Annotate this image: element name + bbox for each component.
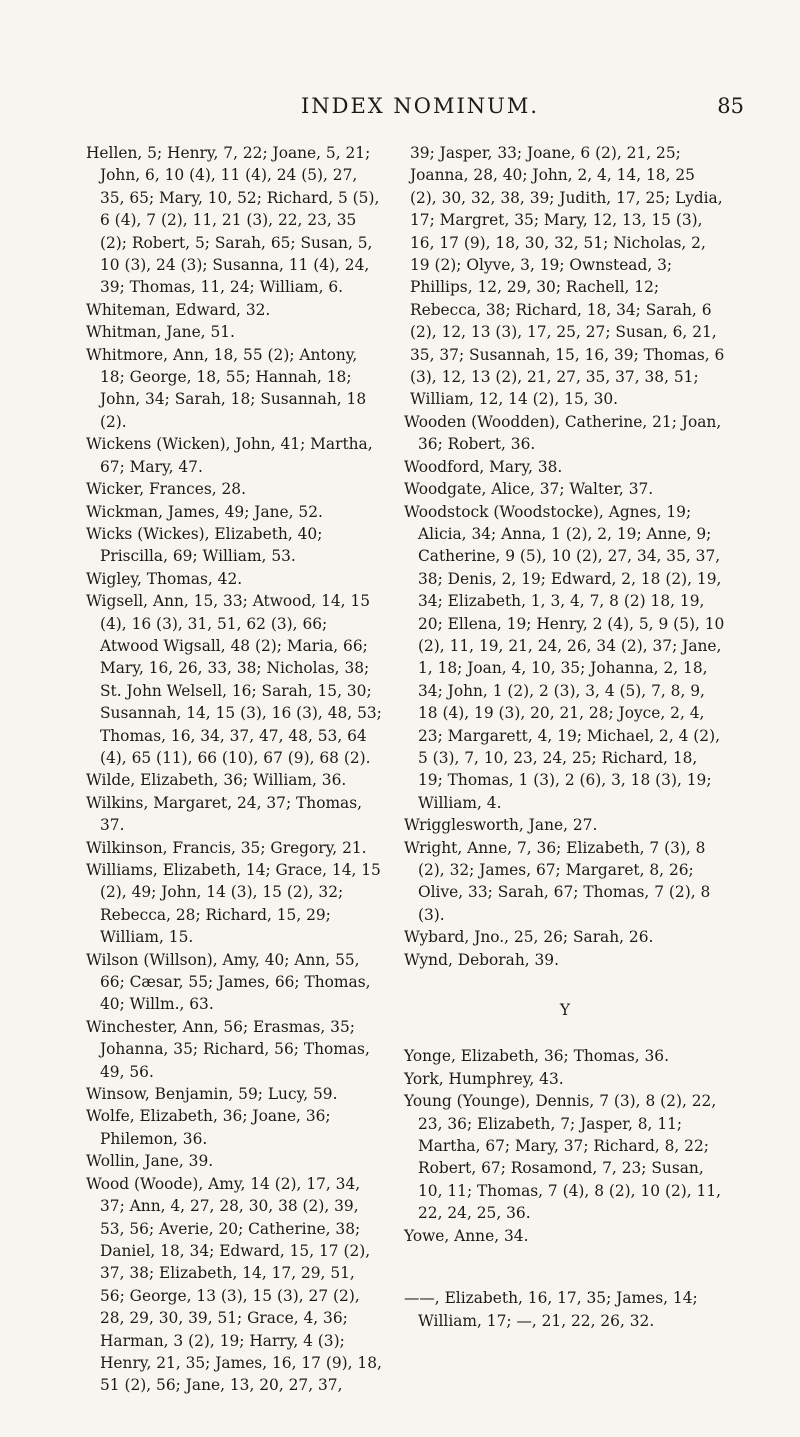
index-entry: Wickens (Wicken), John, 41; Martha, 67; Mary, 47. bbox=[86, 435, 373, 476]
index-entry: ——, Elizabeth, 16, 17, 35; James, 14; William, 17; —, 21, 22, 26, 32. bbox=[404, 1289, 698, 1330]
index-entry: Wickman, James, 49; Jane, 52. bbox=[86, 502, 323, 521]
index-entry: Young (Younge), Dennis, 7 (3), 8 (2), 22, 23, 36; Elizabeth, 7; Jasper, 8, 11; Martha, 67; Mary, 37; Richard, 8, 22; Robert, 67; Rosamond, 7, 23; Susan, 10, 11; Thomas, 7 (4), 8 (2), 10 (2), 11, 22, 24, 25, 36. bbox=[404, 1092, 722, 1223]
index-entry: Wrigglesworth, Jane, 27. bbox=[404, 816, 598, 835]
index-entry: Whitman, Jane, 51. bbox=[86, 323, 235, 342]
index-entry: Wicks (Wickes), Elizabeth, 40; Priscilla, 69; William, 53. bbox=[86, 524, 323, 566]
index-entry: Williams, Elizabeth, 14; Grace, 14, 15 (2), 49; John, 14 (3), 15 (2), 32; Rebecca, 28; Richard, 15, 29; William, 15. bbox=[86, 861, 381, 947]
index-entry: Hellen, 5; Henry, 7, 22; Joane, 5, 21; John, 6, 10 (4), 11 (4), 24 (5), 27, 35, 65; Mary, 10, 52; Richard, 5 (5), 6 (4), 7 (2), 11, 21 (3), 22, 23, 35 (2); Robert, 5; Sarah, 65; Susan, 5, 10 (3), 24 (3); Susanna, 11 (4), 24, 39; Thomas, 11, 24; William, 6. bbox=[86, 144, 380, 297]
index-entry: Winsow, Benjamin, 59; Lucy, 59. bbox=[86, 1085, 338, 1104]
index-entry: Wilde, Elizabeth, 36; William, 36. bbox=[86, 771, 347, 790]
index-entry: Yowe, Anne, 34. bbox=[404, 1226, 529, 1245]
index-entry: Whiteman, Edward, 32. bbox=[86, 300, 271, 319]
index-entry: Winchester, Ann, 56; Erasmas, 35; Johanna, 35; Richard, 56; Thomas, 49, 56. bbox=[86, 1017, 370, 1081]
index-entry: Wybard, Jno., 25, 26; Sarah, 26. bbox=[404, 928, 654, 947]
index-entry: Wooden (Woodden), Catherine, 21; Joan, 36; Robert, 36. bbox=[404, 412, 722, 454]
spacer bbox=[404, 1247, 726, 1287]
index-entry: Woodstock (Woodstocke), Agnes, 19; Alicia, 34; Anna, 1 (2), 2, 19; Anne, 9; Catherine, 9 (5), 10 (2), 27, 34, 35, 37, 38; Denis, 2, 19; Edward, 2, 18 (2), 19, 34; Elizabeth, 1, 3, 4, 7, 8 (2) 18, 19, 20; Ellena, 19; Henry, 2 (4), 5, 9 (5), 10 (2), 11, 19, 21, 24, 26, 34 (2), 37; Jane, 1, 18; Joan, 4, 10, 35; Johanna, 2, 18, 34; John, 1 (2), 2 (3), 3, 4 (5), 7, 8, 9, 18 (4), 19 (3), 20, 21, 28; Joyce, 2, 4, 23; Margarett, 4, 19; Michael, 2, 4 (2), 5 (3), 7, 10, 23, 24, 25; Richard, 18, 19; Thomas, 1 (3), 2 (6), 3, 18 (3), 19; William, 4. bbox=[404, 502, 725, 812]
page-header bbox=[96, 94, 744, 124]
index-entry: Wollin, Jane, 39. bbox=[86, 1152, 214, 1171]
index-entry-continued: 39; Jasper, 33; Joane, 6 (2), 21, 25; Joanna, 28, 40; John, 2, 4, 14, 18, 25 (2), 30, 32, 38, 39; Judith, 17, 25; Lydia, 17; Margret, 35; Mary, 12, 13, 15 (3), 16, 17 (9), 18, 30, 32, 51; Nicholas, 2, 19 (2); Olyve, 3, 19; Ownstead, 3; Phillips, 12, 29, 30; Rachell, 12; Rebecca, 38; Richard, 18, 34; Sarah, 6 (2), 12, 13 (3), 17, 25, 27; Susan, 6, 21, 35, 37; Susannah, 15, 16, 39; Thomas, 6 (3), 12, 13 (2), 21, 27, 35, 37, 38, 51; William, 12, 14 (2), 15, 30. bbox=[410, 144, 725, 409]
index-entry: Woodgate, Alice, 37; Walter, 37. bbox=[404, 480, 654, 499]
index-entry: Wigley, Thomas, 42. bbox=[86, 569, 243, 588]
index-entry: Wright, Anne, 7, 36; Elizabeth, 7 (3), 8 (2), 32; James, 67; Margaret, 8, 26; Olive, 33; Sarah, 67; Thomas, 7 (2), 8 (3). bbox=[404, 838, 711, 924]
index-entry: Wood (Woode), Amy, 14 (2), 17, 34, 37; Ann, 4, 27, 28, 30, 38 (2), 39, 53, 56; Averie, 20; Catherine, 38; Daniel, 18, 34; Edward, 15, 17 (2), 37, 38; Elizabeth, 14, 17, 29, 51, 56; George, 13 (3), 15 (3), 27 (2), 28, 29, 30, 39, 51; Grace, 4, 36; Harman, 3 (2), 19; Harry, 4 (3); Henry, 21, 35; James, 16, 17 (9), 18, 51 (2), 56; Jane, 13, 20, 27, 37, bbox=[86, 1174, 382, 1395]
index-entry: York, Humphrey, 43. bbox=[404, 1069, 564, 1088]
left-column bbox=[86, 142, 382, 1397]
section-letter: Y bbox=[559, 1001, 571, 1020]
index-entry: Yonge, Elizabeth, 36; Thomas, 36. bbox=[404, 1047, 669, 1066]
index-entry: Wigsell, Ann, 15, 33; Atwood, 14, 15 (4), 16 (3), 31, 51, 62 (3), 66; Atwood Wigsall, 48 (2); Maria, 66; Mary, 16, 26, 33, 38; Nicholas, 38; St. John Welsell, 16; Sarah, 15, 30; Susannah, 14, 15 (3), 16 (3), 48, 53; Thomas, 16, 34, 37, 47, 48, 53, 64 (4), 65 (11), 66 (10), 67 (9), 68 (2). bbox=[86, 592, 382, 767]
page-title: INDEX NOMINUM. bbox=[300, 94, 540, 118]
index-entry: Wicker, Frances, 28. bbox=[86, 480, 246, 499]
index-entry: Wilkinson, Francis, 35; Gregory, 21. bbox=[86, 838, 367, 857]
index-entry: Wolfe, Elizabeth, 36; Joane, 36; Philemon, 36. bbox=[86, 1107, 331, 1148]
index-entry: Wynd, Deborah, 39. bbox=[404, 950, 559, 969]
index-entry: Wilkins, Margaret, 24, 37; Thomas, 37. bbox=[86, 793, 363, 835]
index-entry: Wilson (Willson), Amy, 40; Ann, 55, 66; Cæsar, 55; James, 66; Thomas, 40; Willm., 63. bbox=[86, 950, 371, 1014]
right-column bbox=[404, 142, 726, 1332]
page-number: 85 bbox=[717, 94, 744, 118]
index-entry: Woodford, Mary, 38. bbox=[404, 457, 563, 476]
index-entry: Whitmore, Ann, 18, 55 (2); Antony, 18; George, 18, 55; Hannah, 18; John, 34; Sarah, 18; Susannah, 18 (2). bbox=[86, 345, 367, 431]
